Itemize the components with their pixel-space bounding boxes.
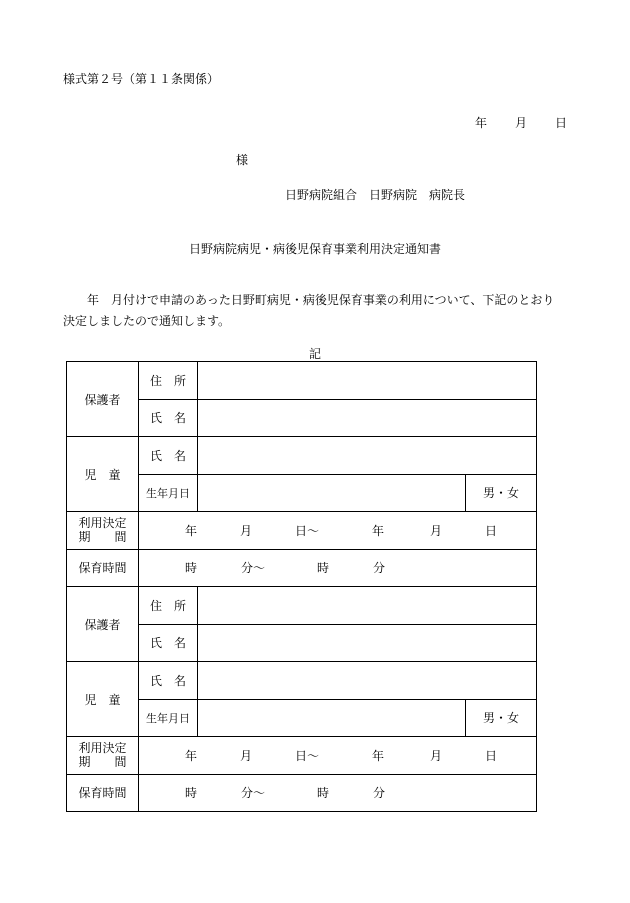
care-end-hour: 時 xyxy=(317,561,330,576)
period-end-month: 月 xyxy=(430,523,443,538)
period-start-month: 月 xyxy=(240,748,253,763)
period-end-day: 日 xyxy=(485,748,498,763)
guardian-address-field[interactable] xyxy=(198,362,537,400)
period-label-line1: 利用決定 xyxy=(78,516,127,531)
care-time-label: 保育時間 xyxy=(67,549,139,587)
date-month: 月 xyxy=(515,116,528,130)
table-row xyxy=(67,662,537,700)
child-name-field[interactable] xyxy=(198,437,537,475)
guardian-address-field[interactable] xyxy=(198,587,537,625)
period-start-year: 年 xyxy=(185,748,198,763)
table-row xyxy=(67,512,537,550)
period-start-day: 日～ xyxy=(295,523,320,538)
birthdate-label: 生年月日 xyxy=(139,474,198,512)
care-time-label: 保育時間 xyxy=(67,774,139,812)
table-row xyxy=(67,362,537,400)
ki-label: 記 xyxy=(308,347,321,361)
period-start-day: 日～ xyxy=(295,748,320,763)
table-row xyxy=(67,437,537,475)
child-name-label: 氏 名 xyxy=(139,437,198,475)
guardian-label: 保護者 xyxy=(67,362,139,437)
addressee-suffix: 様 xyxy=(236,153,249,167)
care-end-minute: 分 xyxy=(373,561,386,576)
period-end-year: 年 xyxy=(372,523,385,538)
name-label: 氏 名 xyxy=(139,624,198,662)
period-start-month: 月 xyxy=(240,523,253,538)
name-label: 氏 名 xyxy=(139,399,198,437)
sex-field[interactable]: 男・女 xyxy=(466,474,537,512)
address-label: 住 所 xyxy=(139,587,198,625)
body-text: 年 月付けで申請のあった日野町病児・病後児保育事業の利用について、下記のとおり決定しましたので通知します。 xyxy=(63,293,555,328)
table-row xyxy=(67,774,537,812)
care-start-hour: 時 xyxy=(185,561,198,576)
sex-field[interactable]: 男・女 xyxy=(466,699,537,737)
care-start-hour: 時 xyxy=(185,786,198,801)
date-year: 年 xyxy=(475,116,488,130)
table-row xyxy=(67,587,537,625)
child-label: 児 童 xyxy=(67,662,139,737)
issuer: 日野病院組合 日野病院 病院長 xyxy=(285,188,466,202)
guardian-name-field[interactable] xyxy=(198,399,537,437)
period-label-line1: 利用決定 xyxy=(78,741,127,756)
care-end-hour: 時 xyxy=(317,786,330,801)
period-label-line2: 期 間 xyxy=(78,755,127,770)
child-name-field[interactable] xyxy=(198,662,537,700)
child-name-label: 氏 名 xyxy=(139,662,198,700)
guardian-name-field[interactable] xyxy=(198,624,537,662)
care-start-minute: 分～ xyxy=(241,561,266,576)
document-title: 日野病院病児・病後児保育事業利用決定通知書 xyxy=(188,242,441,256)
birthdate-label: 生年月日 xyxy=(139,699,198,737)
address-label: 住 所 xyxy=(139,362,198,400)
period-end-month: 月 xyxy=(430,748,443,763)
table-row xyxy=(67,737,537,775)
care-start-minute: 分～ xyxy=(241,786,266,801)
child-label: 児 童 xyxy=(67,437,139,512)
birthdate-field[interactable] xyxy=(198,699,466,737)
issue-date xyxy=(475,114,567,131)
period-start-year: 年 xyxy=(185,523,198,538)
form-number: 様式第２号（第１１条関係） xyxy=(63,72,220,86)
care-time-field[interactable] xyxy=(139,549,537,587)
decision-table xyxy=(66,361,537,812)
period-end-day: 日 xyxy=(485,523,498,538)
period-label xyxy=(67,512,139,550)
guardian-label: 保護者 xyxy=(67,587,139,662)
care-end-minute: 分 xyxy=(373,786,386,801)
period-label xyxy=(67,737,139,775)
period-field[interactable] xyxy=(139,512,537,550)
table-row xyxy=(67,549,537,587)
period-label-line2: 期 間 xyxy=(78,530,127,545)
care-time-field[interactable] xyxy=(139,774,537,812)
birthdate-field[interactable] xyxy=(198,474,466,512)
period-end-year: 年 xyxy=(372,748,385,763)
date-day: 日 xyxy=(555,116,568,130)
period-field[interactable] xyxy=(139,737,537,775)
